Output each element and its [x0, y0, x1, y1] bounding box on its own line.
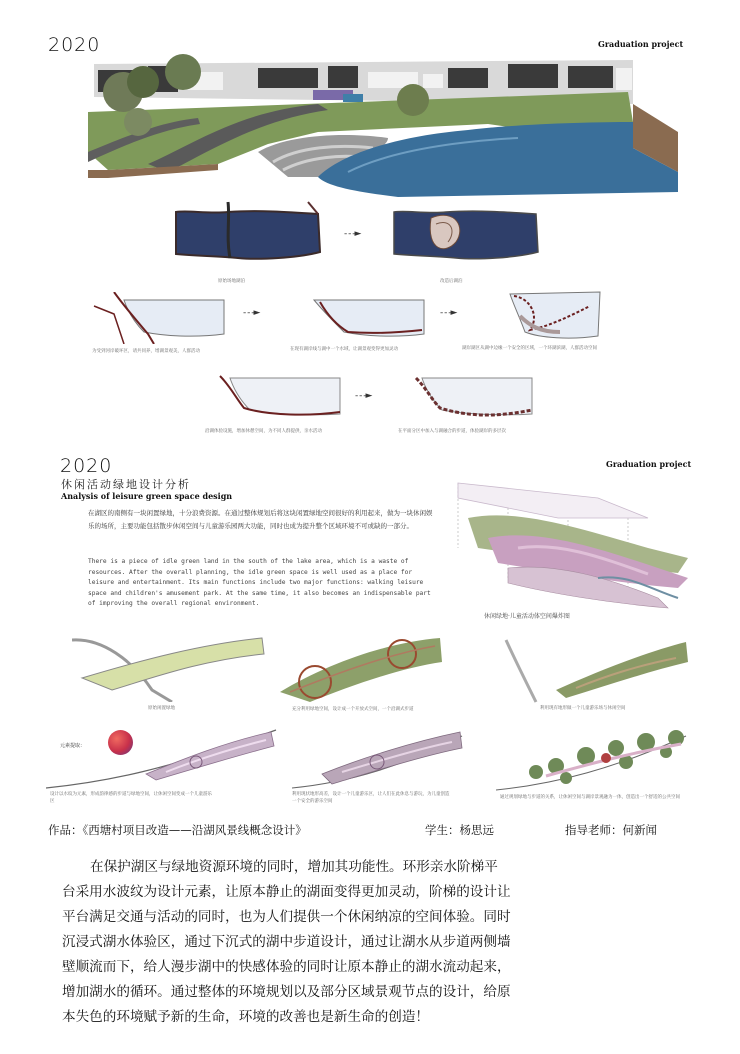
caption-plan-4: 设计以水纹为元素，形成韵律感的步道与绿地空间，让休闲空间变成一个儿童游乐区	[50, 792, 212, 804]
section-title-en: Analysis of leisure green space design	[61, 491, 233, 501]
year-label-top: 2020	[48, 34, 101, 56]
plan-wave-path	[46, 722, 281, 792]
caption-exploded: 休闲绿地·儿童活动体空间爆炸图	[484, 613, 570, 620]
flow-arrow: - - -►	[440, 308, 457, 318]
description-line: 在保护湖区与绿地资源环境的同时，增加其功能性。环形亲水阶梯平	[90, 859, 498, 875]
description-line: 平台满足交通与活动的同时，也为人们提供一个休闲纳凉的空间体验。同时	[62, 909, 511, 925]
plan-original-green	[72, 630, 267, 702]
caption-plan-3: 利用现有地形做一个儿童游乐场与休闲空间	[540, 706, 626, 711]
description-line: 沉浸式湖水体验区，通过下沉式的湖中步道设计，通过让湖水从步道两侧墙	[62, 934, 511, 950]
color-extract-label: 元素提取：	[60, 743, 86, 749]
flow-arrow: - - -►	[344, 229, 361, 239]
landscape-render	[88, 52, 678, 200]
plan-playground	[496, 632, 691, 704]
caption-plan-5: 利用现状地形高差，设计一个儿童游乐区，让人们在此休息与游玩，为儿童创造一个安全的游乐空间	[292, 792, 450, 804]
section-text-cn: 在湖区的南侧有一块闲置绿地，十分浪费资源。在通过整体规划后将这块闲置绿地空间很好的利用起来，做为一块休闲娱乐的场所，主要功能包括散步休闲空间与儿童游乐园两大功能，同时也成为提升整个区域环境不可或缺的一部分。	[88, 509, 433, 530]
plan-public-space	[496, 722, 696, 794]
lake-outline-step2	[284, 292, 434, 344]
exploded-layer-diagram	[448, 478, 698, 618]
teacher-name: 指导老师：何新闻	[565, 823, 657, 837]
caption-lake-modified: 改造后湖泊	[440, 279, 463, 284]
section-title-cn: 休闲活动绿地设计分析	[61, 478, 191, 491]
graduation-label-top: Graduation project	[598, 39, 684, 49]
lake-diagram-original	[168, 198, 328, 270]
work-title: 作品：《西塘村项目改造——沿湖风景线概念设计》	[48, 823, 307, 837]
caption-plan-2: 充分利用绿地空间，设计成一个开放式空间，一个沿湖式步道	[292, 707, 414, 712]
section-text-en: There is a piece of idle green land in the south of the lake area, which is a waste of resources. After the overall planning, the idle green space is well used as a place for leisure and entertainment. Its main functions include two major functions: walking leisure space and children's amusement park. At the same time, it also becomes an indispensable part of improving the overall regional environment.	[88, 558, 431, 607]
student-name: 学生：杨思远	[425, 823, 494, 837]
flow-arrow: - - -►	[243, 308, 260, 318]
description-line: 壁顺流而下，给人漫步湖中的快感体验的同时让原本静止的湖水流动起来，	[62, 959, 511, 975]
lake-outline-step4	[200, 372, 350, 422]
lake-outline-step5	[392, 372, 542, 422]
caption-plan-1: 原始闲置绿地	[148, 706, 175, 711]
caption-step5: 在平面分区中加入与湖融合的步道，体验湖岸的多层次	[398, 429, 506, 434]
description-line: 增加湖水的循环。通过整体的环境规划以及部分区域景观节点的设计，给原	[62, 984, 511, 1000]
caption-step2: 在现有湖岸线与湖中一个水域，让湖景观变得更加灵动	[290, 347, 398, 352]
flow-arrow: - - -►	[355, 391, 372, 401]
description-line: 台采用水波纹为设计元素，让原本静止的湖面变得更加灵动，阶梯的设计让	[62, 884, 511, 900]
lake-diagram-modified	[386, 198, 546, 270]
lake-outline-step3	[470, 286, 610, 346]
caption-step4: 沿湖体验设施，增加休憩空间，为不同人群提供，亲水活动	[205, 429, 322, 434]
caption-lake-original: 原始场地湖泊	[218, 279, 245, 284]
caption-step3: 湖岸湖区从湖中边缘一个安全的区域，一个环湖滨湖，人群活动空间	[462, 346, 597, 351]
caption-plan-6: 通过规划绿地与步道的关系，让休闲空间与湖岸景观融为一体，创造出一个舒适的公共空间	[500, 795, 680, 800]
caption-step1: 为受到河岸破坏区，请共同养，增湖景观美，人群活动	[92, 349, 200, 354]
plan-children-area	[292, 722, 467, 792]
description-line: 本失色的环境赋予新的生命，环境的改善也是新生命的创造！	[62, 1009, 430, 1025]
year-label-mid: 2020	[60, 455, 113, 477]
graduation-label-mid: Graduation project	[606, 459, 692, 469]
project-description	[62, 855, 702, 1030]
plan-circular-space	[270, 632, 445, 704]
lake-outline-step1	[84, 292, 234, 344]
